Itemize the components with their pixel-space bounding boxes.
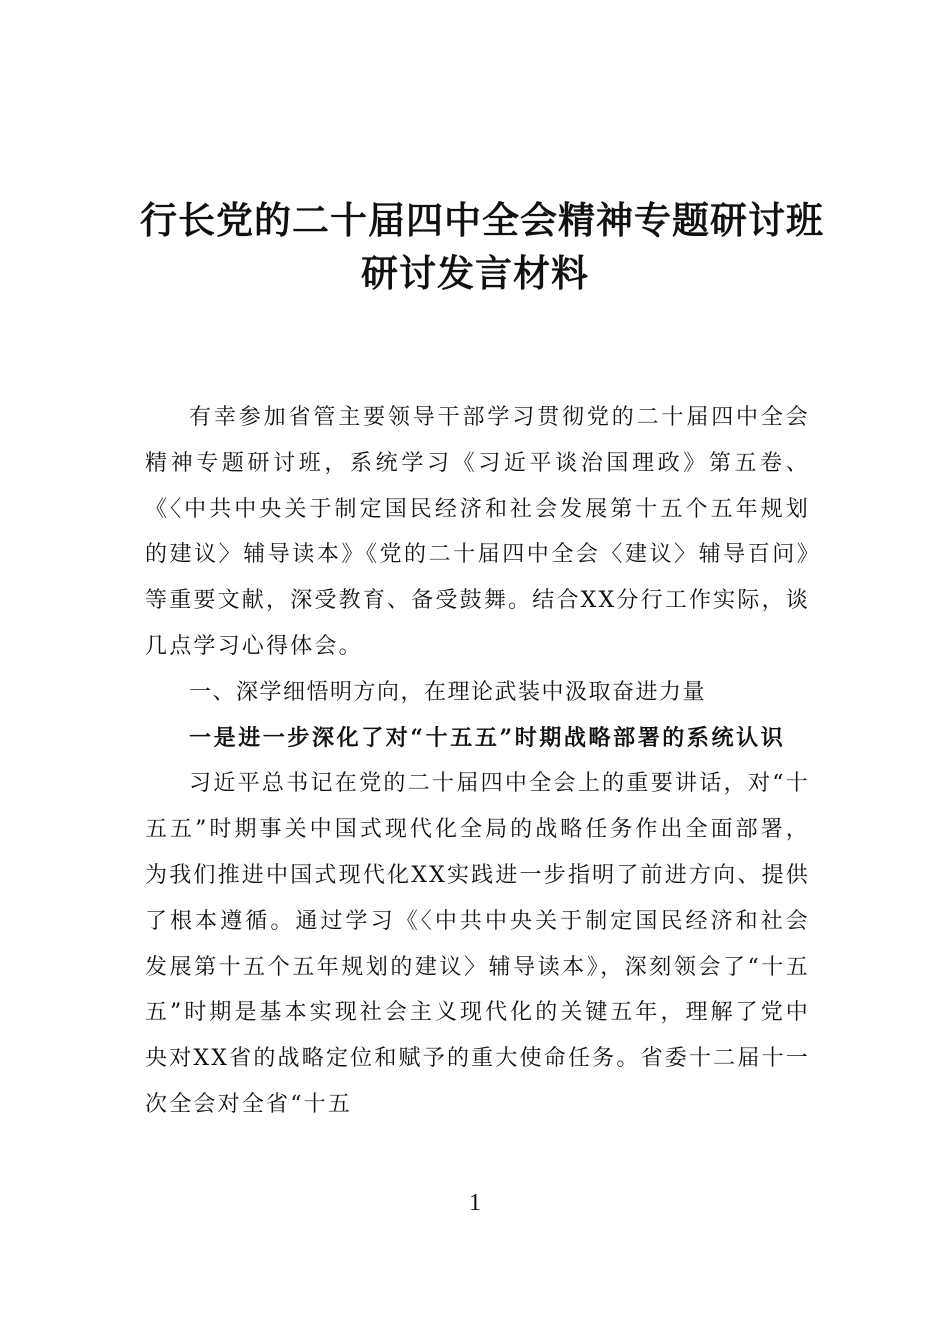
section-heading: 一、深学细悟明方向，在理论武装中汲取奋进力量 xyxy=(189,679,707,705)
intro-paragraph: 有幸参加省管主要领导干部学习贯彻党的二十届四中全会精神专题研讨班，系统学习《习近平谈治国理政》第五卷、《〈中共中央关于制定国民经济和社会发展第十五个五年规划的建议〉辅导读本》《党的二十届四中全会〈建议〉辅导百问》等重要文献，深受教育、备受鼓舞。结合XX分行工作实际，谈几点学习心得体会。 xyxy=(145,405,810,659)
body-paragraph: 习近平总书记在党的二十届四中全会上的重要讲话，对“十五五”时期事关中国式现代化全局的战略任务作出全面部署，为我们推进中国式现代化XX实践进一步指明了前进方向、提供了根本遵循。通过学习《〈中共中央关于制定国民经济和社会发展第十五个五年规划的建议〉辅导读本》，深刻领会了“十五五”时期是基本实现社会主义现代化的关键五年，理解了党中央对XX省的战略定位和赋予的重大使命任务。省委十二届十一次全会对全省“十五 xyxy=(145,771,810,1117)
page-number: 1 xyxy=(469,1190,481,1216)
document-body xyxy=(145,395,810,1128)
document-title-line1: 行长党的二十届四中全会精神专题研讨班 xyxy=(140,199,824,242)
document-title-line2: 研讨发言材料 xyxy=(361,252,589,295)
subsection-heading: 一是进一步深化了对“十五五”时期战略部署的系统认识 xyxy=(189,724,786,751)
